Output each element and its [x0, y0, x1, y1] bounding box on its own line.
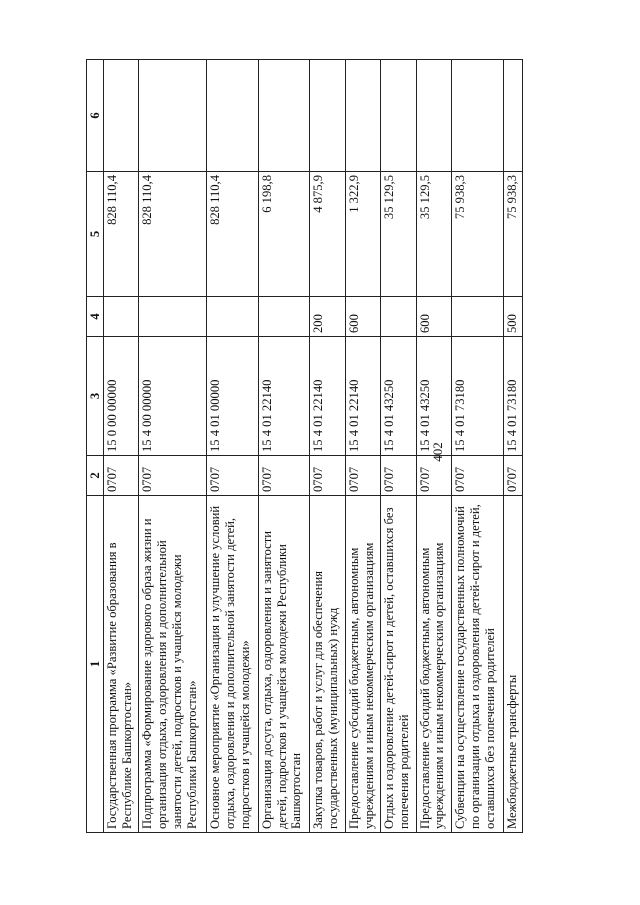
amount2-cell: [452, 60, 504, 172]
amount-cell: 828 110,4: [207, 172, 259, 297]
amount2-cell: [416, 60, 451, 172]
target-article-cell: 15 4 01 00000: [207, 337, 259, 456]
column-header: 5: [87, 172, 104, 297]
expense-type-cell: 600: [345, 297, 380, 337]
expense-type-cell: [104, 297, 139, 337]
expense-type-cell: [381, 297, 416, 337]
budget-table: [86, 59, 523, 833]
section-code-cell: 0707: [416, 456, 451, 496]
expense-type-cell: [452, 297, 504, 337]
amount2-cell: [207, 60, 259, 172]
amount-cell: 35 129,5: [416, 172, 451, 297]
amount-cell: 75 938,3: [503, 172, 522, 297]
expense-type-cell: [139, 297, 207, 337]
section-code-cell: 0707: [503, 456, 522, 496]
section-code-cell: 0707: [207, 456, 259, 496]
target-article-cell: 15 4 01 22140: [258, 337, 310, 456]
section-code-cell: 0707: [310, 456, 345, 496]
section-code-cell: 0707: [258, 456, 310, 496]
column-header: 2: [87, 456, 104, 496]
table-row: [452, 60, 504, 833]
expense-type-cell: 500: [503, 297, 522, 337]
row-name-cell: Основное мероприятие «Организация и улучшение условий отдыха, оздоровления и дополнительной занятости детей, подростков и учащейся молодежи»: [207, 496, 259, 833]
target-article-cell: 15 4 01 22140: [310, 337, 345, 456]
amount2-cell: [503, 60, 522, 172]
section-code-cell: 0707: [381, 456, 416, 496]
row-name-cell: Отдых и оздоровление детей-сирот и детей, оставшихся без попечения родителей: [381, 496, 416, 833]
target-article-cell: 15 4 01 73180: [503, 337, 522, 456]
row-name-cell: Предоставление субсидий бюджетным, автономным учреждениям и иным некоммерческим организациям: [416, 496, 451, 833]
expense-type-cell: [207, 297, 259, 337]
amount-cell: 4 875,9: [310, 172, 345, 297]
table-body: [104, 60, 523, 833]
target-article-cell: 15 4 01 43250: [381, 337, 416, 456]
section-code-cell: 0707: [345, 456, 380, 496]
amount-cell: 828 110,4: [139, 172, 207, 297]
amount2-cell: [345, 60, 380, 172]
amount-cell: 75 938,3: [452, 172, 504, 297]
target-article-cell: 15 4 00 00000: [139, 337, 207, 456]
table-header-row: [87, 60, 104, 833]
section-code-cell: 0707: [104, 456, 139, 496]
table-row: [503, 60, 522, 833]
target-article-cell: 15 4 01 43250: [416, 337, 451, 456]
table-row: [416, 60, 451, 833]
amount-cell: 6 198,8: [258, 172, 310, 297]
column-header: 1: [87, 496, 104, 833]
table-row: [258, 60, 310, 833]
expense-type-cell: 200: [310, 297, 345, 337]
amount2-cell: [104, 60, 139, 172]
amount-cell: 1 322,9: [345, 172, 380, 297]
row-name-cell: Подпрограмма «Формирование здорового образа жизни и организация отдыха, оздоровления и дополнительной занятости детей, подростков и учащейся молодежи Республики Башкортостан»: [139, 496, 207, 833]
row-name-cell: Предоставление субсидий бюджетным, автономным учреждениям и иным некоммерческим организациям: [345, 496, 380, 833]
expense-type-cell: 600: [416, 297, 451, 337]
rotated-page-content: [86, 60, 523, 833]
expense-type-cell: [258, 297, 310, 337]
amount2-cell: [258, 60, 310, 172]
target-article-cell: 15 4 01 22140: [345, 337, 380, 456]
table-row: [345, 60, 380, 833]
table-row: [310, 60, 345, 833]
row-name-cell: Организация досуга, отдыха, оздоровления и занятости детей, подростков и учащейся молодежи Республики Башкортостан: [258, 496, 310, 833]
column-header: 4: [87, 297, 104, 337]
row-name-cell: Государственная программа «Развитие образования в Республике Башкортостан»: [104, 496, 139, 833]
target-article-cell: 15 0 00 00000: [104, 337, 139, 456]
row-name-cell: Субвенции на осуществление государственных полномочий по организации отдыха и оздоровления детей-сирот и детей, оставшихся без попечения родителей: [452, 496, 504, 833]
amount2-cell: [310, 60, 345, 172]
column-header: 3: [87, 337, 104, 456]
section-code-cell: 0707: [452, 456, 504, 496]
amount2-cell: [139, 60, 207, 172]
amount2-cell: [381, 60, 416, 172]
table-row: [104, 60, 139, 833]
row-name-cell: Межбюджетные трансферты: [503, 496, 522, 833]
section-code-cell: 0707: [139, 456, 207, 496]
page-number: 402: [430, 442, 445, 462]
column-header: 6: [87, 60, 104, 172]
target-article-cell: 15 4 01 73180: [452, 337, 504, 456]
table-row: [381, 60, 416, 833]
row-name-cell: Закупка товаров, работ и услуг для обеспечения государственных (муниципальных) нужд: [310, 496, 345, 833]
amount-cell: 35 129,5: [381, 172, 416, 297]
table-row: [207, 60, 259, 833]
amount-cell: 828 110,4: [104, 172, 139, 297]
table-row: [139, 60, 207, 833]
